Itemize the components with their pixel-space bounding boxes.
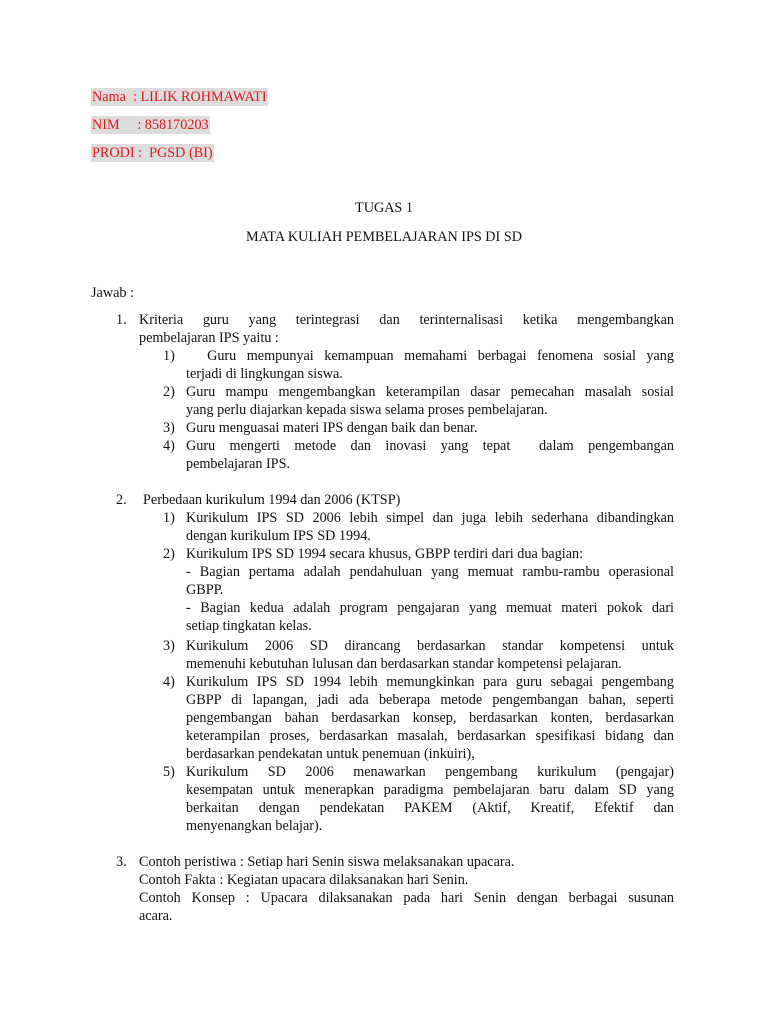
item-text-line: berkaitan dengan pendekatan PAKEM (Aktif, Kreatif, Efektif dan [186, 800, 674, 816]
question-text-line: Contoh Konsep : Upacara dilaksanakan pada hari Senin dengan berbagai susunan [139, 890, 674, 906]
student-nim: NIM : 858170203 [92, 117, 209, 133]
course-title: MATA KULIAH PEMBELAJARAN IPS DI SD [246, 229, 522, 245]
item-text-line: keterampilan proses, berdasarkan masalah, berdasarkan spesifikasi bidang dan [186, 728, 674, 744]
student-name: Nama : LILIK ROHMAWATI [92, 89, 267, 105]
question-number: 2. [116, 492, 127, 508]
question-number: 1. [116, 312, 127, 328]
item-text-line: GBPP. [186, 582, 224, 598]
answer-label: Jawab : [91, 285, 134, 301]
item-text-line: Guru mempunyai kemampuan memahami berbagai fenomena sosial yang [186, 348, 674, 364]
question-number: 3. [116, 854, 127, 870]
question-text-line: Perbedaan kurikulum 1994 dan 2006 (KTSP) [143, 492, 401, 508]
item-text-line: GBPP di lapangan, jadi ada beberapa metode pengembangan bahan, seperti [186, 692, 674, 708]
item-number: 1) [163, 510, 175, 526]
question-text-line: acara. [139, 908, 173, 924]
item-text-line: terjadi di lingkungan siswa. [186, 366, 343, 382]
item-text-line: - Bagian pertama adalah pendahuluan yang memuat rambu-rambu operasional [186, 564, 674, 580]
question-text-line: Kriteria guru yang terintegrasi dan terinternalisasi ketika mengembangkan [139, 312, 674, 328]
item-text-line: Kurikulum IPS SD 1994 lebih memungkinkan para guru sebagai pengembang [186, 674, 674, 690]
item-text-line: Kurikulum SD 2006 menawarkan pengembang kurikulum (pengajar) [186, 764, 674, 780]
item-text-line: kesempatan untuk menerapkan paradigma pembelajaran baru dalam SD yang [186, 782, 674, 798]
item-number: 5) [163, 764, 175, 780]
item-text-line: menyenangkan belajar). [186, 818, 323, 834]
item-number: 4) [163, 674, 175, 690]
item-number: 1) [163, 348, 175, 364]
student-prodi: PRODI : PGSD (BI) [92, 145, 213, 161]
item-text-line: Guru mengerti metode dan inovasi yang tepat dalam pengembangan [186, 438, 674, 454]
item-text-line: memenuhi kebutuhan lulusan dan berdasarkan standar kompetensi pelajaran. [186, 656, 622, 672]
item-text-line: yang perlu diajarkan kepada siswa selama proses pembelajaran. [186, 402, 548, 418]
question-text-line: Contoh Fakta : Kegiatan upacara dilaksanakan hari Senin. [139, 872, 469, 888]
item-number: 3) [163, 638, 175, 654]
item-text-line: Guru menguasai materi IPS dengan baik dan benar. [186, 420, 478, 436]
item-text-line: pembelajaran IPS. [186, 456, 291, 472]
assignment-title: TUGAS 1 [355, 200, 413, 216]
item-text-line: - Bagian kedua adalah program pengajaran yang memuat materi pokok dari [186, 600, 674, 616]
item-number: 4) [163, 438, 175, 454]
item-text-line: Guru mampu mengembangkan keterampilan dasar pemecahan masalah sosial [186, 384, 674, 400]
item-text-line: setiap tingkatan kelas. [186, 618, 312, 634]
item-text-line: pengembangan bahan berdasarkan konsep, berdasarkan konten, berdasarkan [186, 710, 674, 726]
item-text-line: Kurikulum 2006 SD dirancang berdasarkan standar kompetensi untuk [186, 638, 674, 654]
item-number: 3) [163, 420, 175, 436]
item-text-line: dengan kurikulum IPS SD 1994. [186, 528, 371, 544]
question-text-line: pembelajaran IPS yaitu : [139, 330, 279, 346]
item-number: 2) [163, 384, 175, 400]
item-number: 2) [163, 546, 175, 562]
item-text-line: Kurikulum IPS SD 2006 lebih simpel dan juga lebih sederhana dibandingkan [186, 510, 674, 526]
question-text-line: Contoh peristiwa : Setiap hari Senin siswa melaksanakan upacara. [139, 854, 515, 870]
item-text-line: Kurikulum IPS SD 1994 secara khusus, GBPP terdiri dari dua bagian: [186, 546, 584, 562]
item-text-line: berdasarkan pendekatan untuk penemuan (inkuiri), [186, 746, 475, 762]
